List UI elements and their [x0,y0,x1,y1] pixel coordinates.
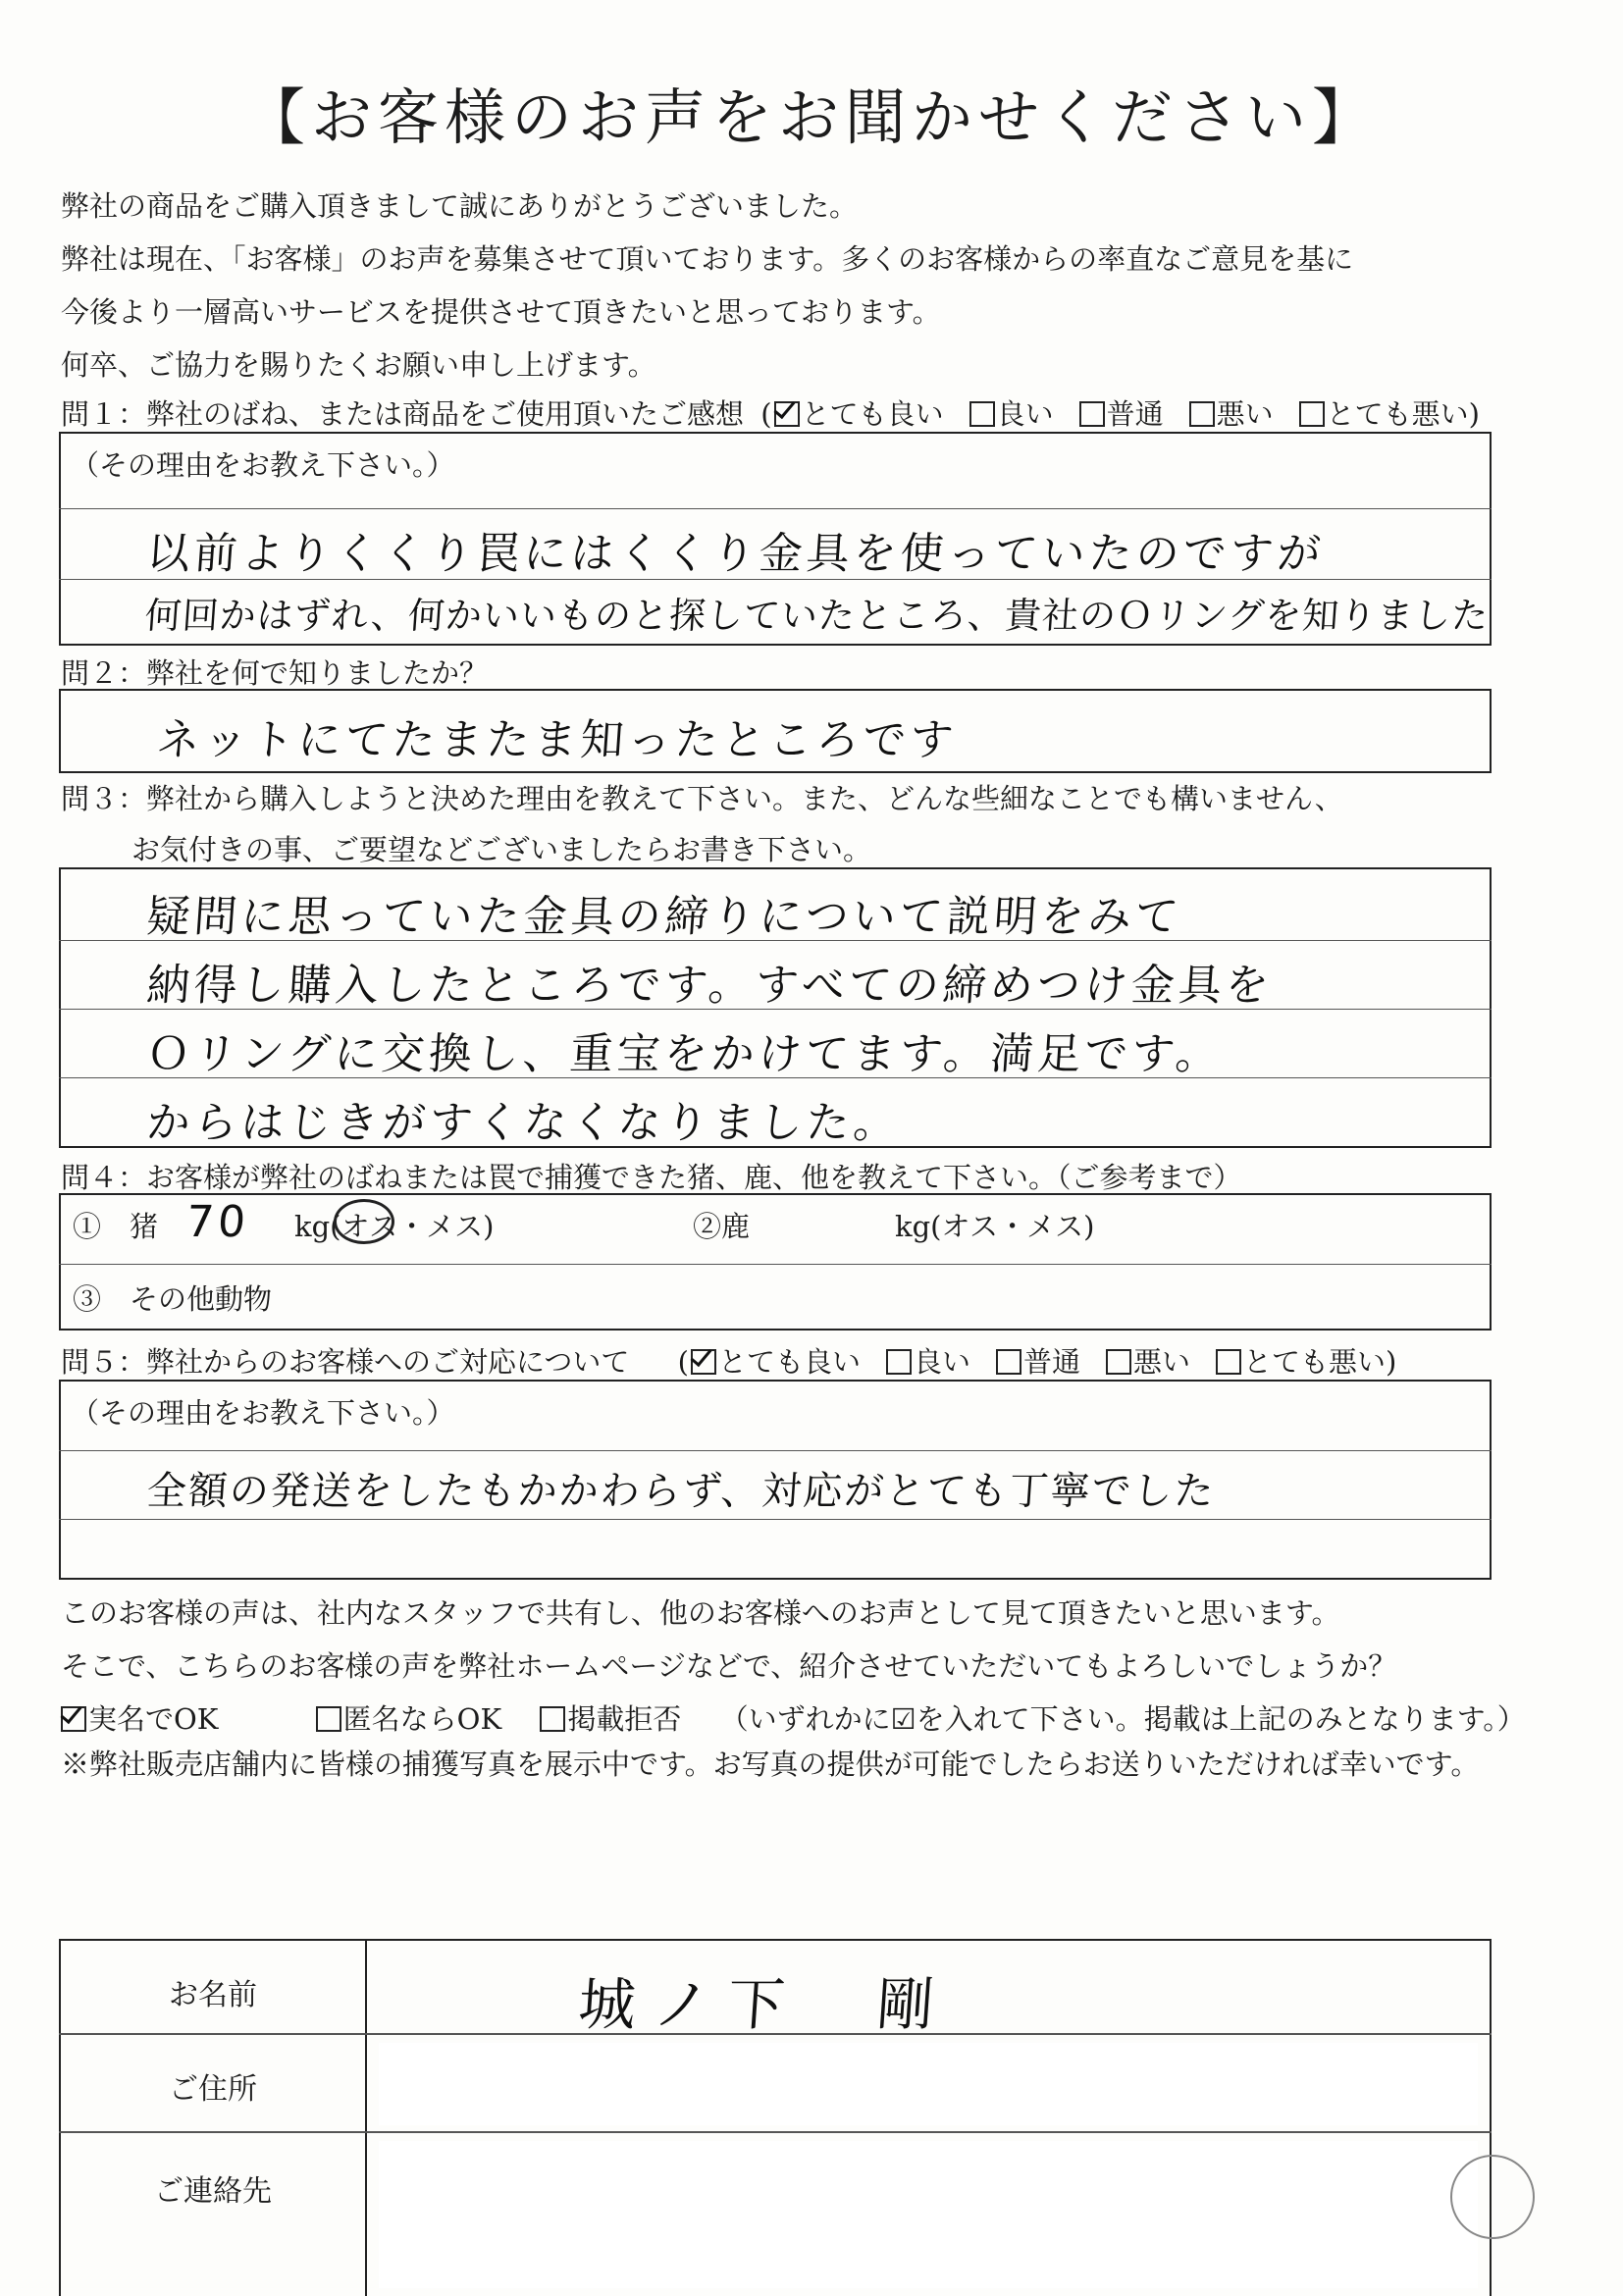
selection-circle-mark [334,1199,394,1244]
consent-option-realname[interactable] [61,1702,218,1736]
divider [59,1519,1492,1520]
q5-question: 問５：弊社からのお客様へのご対応について [61,1345,630,1379]
stamp-icon [1450,2155,1535,2239]
intro-line: 弊社は現在、「お客様」のお声を募集させて頂いております。多くのお客様からの率直なご意見を基に [61,242,1354,276]
q5-reason-label: （その理由をお教え下さい。） [71,1396,455,1430]
checkbox-icon [1189,401,1215,427]
q4-answer-box [59,1193,1492,1331]
q4-other-label: ③ その他動物 [73,1282,273,1316]
q1-option-label: 普通 [1106,397,1164,431]
q1-reason-label: （その理由をお教え下さい。） [71,448,455,482]
consent-option-label: 実名でOK [88,1702,219,1736]
checkbox-icon [969,401,995,427]
q1-option-4[interactable] [1189,392,1274,433]
q5-answer: 全額の発送をしたもかかわらず、対応がとても丁寧でした [145,1469,1218,1514]
divider [365,1939,367,2296]
consent-options [61,1697,1526,1738]
address-label: ご住所 [169,2072,257,2107]
page-title: 【お客様のお声をお聞かせください】 [243,81,1379,153]
q5-option-3[interactable] [996,1340,1080,1381]
consent-line: このお客様の声は、社内なスタッフで共有し、他のお客様へのお声として見て頂きたいと思います。 [61,1596,1340,1630]
intro-line: 何卒、ご協力を賜りたくお願い申し上げます。 [61,348,656,382]
consent-option-anonymous[interactable] [316,1702,501,1736]
q5-option-label: とても悪い [1243,1345,1387,1379]
q1-label: 問１：弊社のばね、または商品をご使用頂いたご感想 ( とても良い 良い 普通 悪い とても悪い) [61,392,1480,433]
divider [59,2131,1492,2133]
q1-option-label: 良い [996,397,1054,431]
q3-label: 問３：弊社から購入しようと決めた理由を教えて下さい。また、どんな些細なことでも構いません、 [61,782,1343,815]
q5-option-1[interactable] [691,1340,861,1381]
q1-question: 問１：弊社のばね、または商品をご使用頂いたご感想 [61,397,745,431]
divider [59,1264,1492,1265]
intro-line: 今後より一層高いサービスを提供させて頂きたいと思っております。 [61,295,941,329]
q2-answer: ネットにてたまたま知ったところです [154,715,960,765]
q5-option-5[interactable] [1216,1340,1386,1381]
q1-option-5[interactable] [1299,392,1469,433]
q1-option-label: 悪い [1216,397,1274,431]
checkbox-icon [1079,401,1105,427]
q4-boar-label: ① 猪 [73,1210,159,1243]
q1-option-2[interactable] [969,392,1054,433]
checkbox-icon [316,1706,341,1732]
checkbox-icon [1299,401,1325,427]
q2-label: 問２：弊社を何で知りましたか？ [61,656,489,690]
q1-option-label: とても悪い [1326,397,1469,431]
checkbox-checked-icon [774,401,800,427]
q1-answer-line: 何回かはずれ、何かいいものと探していたところ、貴社のＯリングを知りました [143,595,1491,637]
q5-option-label: 普通 [1023,1345,1081,1379]
q4-deer-unit: kg(オス・メス) [895,1210,1095,1243]
divider [59,508,1492,509]
checkbox-checked-icon [691,1349,716,1375]
checkbox-icon [1216,1349,1241,1375]
q5-label: 問５：弊社からのお客様へのご対応について ( とても良い 良い 普通 悪い とても悪い) [61,1340,1396,1381]
checkbox-checked-icon [61,1706,86,1732]
address-redacted[interactable] [379,2043,1478,2125]
q3-answer-line: からはじきがすくなくなりました。 [144,1098,903,1148]
checkbox-icon [540,1706,565,1732]
consent-line: そこで、こちらのお客様の声を弊社ホームページなどで、紹介させていただいてもよろしいでしょうか？ [61,1649,1397,1683]
q3-answer-line: Ｏリングに交換し、重宝をかけてます。満足です。 [144,1029,1225,1079]
q4-label: 問４：お客様が弊社のばねまたは罠で捕獲できた猪、鹿、他を教えて下さい。（ご参考まで） [61,1161,1242,1194]
q1-answer-line: 以前よりくくり罠にはくくり金具を使っていたのですが [144,529,1327,579]
checkbox-icon [886,1349,912,1375]
q3-answer-line: 疑問に思っていた金具の締りについて説明をみて [144,892,1184,942]
q1-option-label: とても良い [801,397,944,431]
q5-option-label: とても良い [717,1345,861,1379]
photo-note: ※弊社販売店舗内に皆様の捕獲写真を展示中です。お写真の提供が可能でしたらお送りいただければ幸いです。 [61,1748,1480,1781]
name-label: お名前 [169,1978,257,2012]
q4-boar-value: 70 [184,1197,251,1247]
checkbox-icon [1106,1349,1131,1375]
q4-boar-unit: kg(オス・メス) [294,1210,495,1243]
consent-option-refuse[interactable] [540,1702,681,1736]
q5-option-4[interactable] [1106,1340,1190,1381]
divider [59,1450,1492,1451]
consent-option-label: 掲載拒否 [567,1702,682,1736]
q5-option-label: 悪い [1133,1345,1191,1379]
phone-label: ご連絡先 [154,2174,272,2209]
q1-option-1[interactable] [774,392,944,433]
intro-line: 弊社の商品をご購入頂きまして誠にありがとうございました。 [61,189,859,223]
consent-note: （いずれかに☑を入れて下さい。掲載は上記のみとなります。） [719,1702,1526,1736]
name-value[interactable]: 城ノ下 剛 [576,1971,955,2038]
checkbox-icon [996,1349,1021,1375]
q3-answer-line: 納得し購入したところです。すべての締めつけ金具を [144,961,1275,1011]
q5-option-2[interactable] [886,1340,970,1381]
phone-redacted[interactable] [379,2141,1478,2288]
q3-label-2: お気付きの事、ご要望などございましたらお書き下さい。 [131,833,872,866]
q4-deer-label: ②鹿 [693,1210,751,1243]
consent-option-label: 匿名ならOK [342,1702,502,1736]
q1-option-3[interactable] [1079,392,1164,433]
q5-option-label: 良い [913,1345,970,1379]
